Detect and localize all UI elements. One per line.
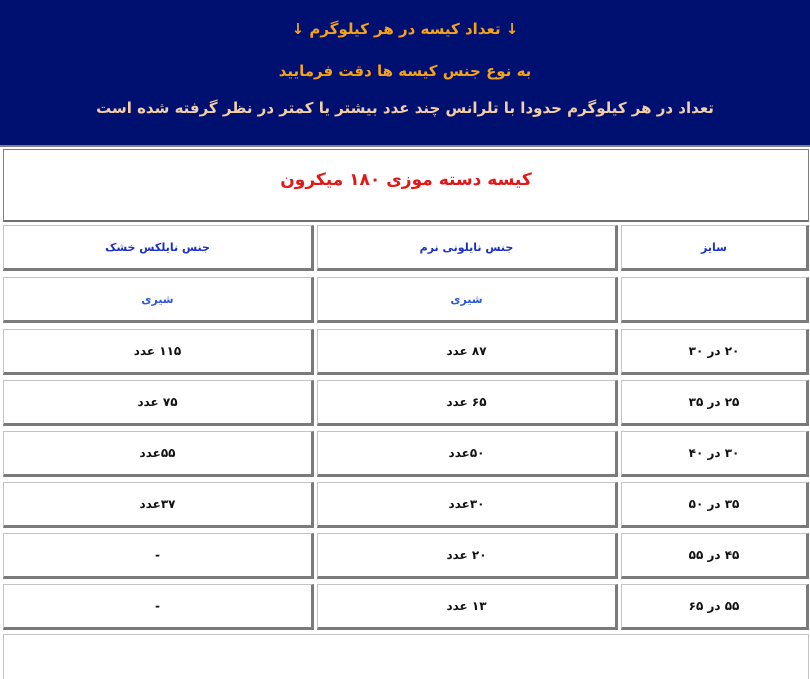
cell-size: ۳۵ در ۵۰: [621, 482, 809, 528]
table-row: [0, 428, 810, 480]
cell-dry-count: -: [3, 533, 314, 579]
cell-dry-count: ۳۷عدد: [3, 482, 314, 528]
cell-dry-count: -: [3, 584, 314, 630]
table-row: [0, 377, 810, 429]
table-row: [0, 581, 810, 633]
cell-soft-count: ۶۵ عدد: [317, 380, 618, 426]
header-tolerance-note: تعداد در هر کیلوگرم حدودا با تلرانس چند عدد بیشتر یا کمتر در نظر گرفته شده است: [96, 99, 714, 117]
cell-dry-count: ۱۱۵ عدد: [3, 329, 314, 375]
empty-footer-box: [3, 634, 809, 679]
header-banner: [0, 0, 810, 147]
table-row: [0, 530, 810, 582]
column-header-dry-nylex: جنس نایلکس خشک: [3, 225, 314, 271]
cell-dry-count: ۷۵ عدد: [3, 380, 314, 426]
cell-size: ۵۵ در ۶۵: [621, 584, 809, 630]
table-header-row: [0, 222, 810, 274]
header-material-note: به نوع جنس کیسه ها دقت فرمایید: [278, 62, 532, 80]
product-title: کیسه دسته موزی ۱۸۰ میکرون: [280, 170, 532, 190]
table-row: [0, 479, 810, 531]
header-count-note: ↓ تعداد کیسه در هر کیلوگرم ↓: [291, 20, 519, 38]
cell-soft-count: ۵۰عدد: [317, 431, 618, 477]
cell-soft-count: ۱۳ عدد: [317, 584, 618, 630]
cell-dry-count: ۵۵عدد: [3, 431, 314, 477]
cell-soft-count: ۲۰ عدد: [317, 533, 618, 579]
cell-size: ۳۰ در ۴۰: [621, 431, 809, 477]
subheader-dry-color: شیری: [3, 277, 314, 323]
product-title-box: [3, 149, 809, 222]
cell-soft-count: ۳۰عدد: [317, 482, 618, 528]
column-header-soft-nylon: جنس نایلونی نرم: [317, 225, 618, 271]
table-row: [0, 326, 810, 378]
table-subheader-row: [0, 274, 810, 326]
cell-size: ۲۵ در ۳۵: [621, 380, 809, 426]
cell-size: ۴۵ در ۵۵: [621, 533, 809, 579]
column-header-size: سایز: [621, 225, 809, 271]
subheader-size: [621, 277, 809, 323]
cell-soft-count: ۸۷ عدد: [317, 329, 618, 375]
cell-size: ۲۰ در ۳۰: [621, 329, 809, 375]
subheader-soft-color: شیری: [317, 277, 618, 323]
